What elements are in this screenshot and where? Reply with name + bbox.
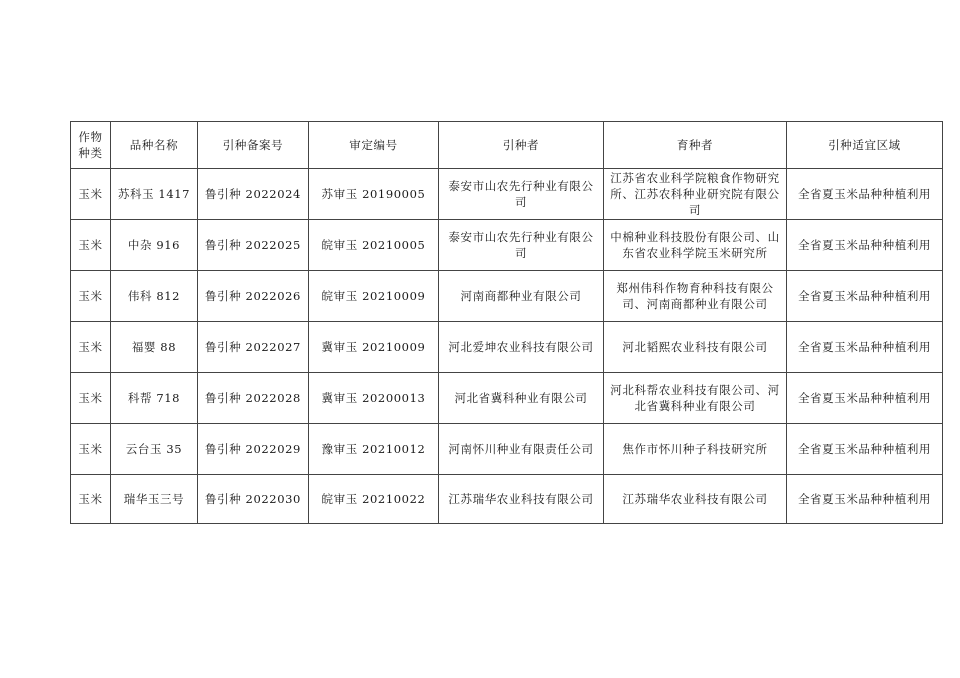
header-filing-number: 引种备案号 xyxy=(198,122,309,169)
cell-approval-number: 冀审玉 20200013 xyxy=(309,373,439,424)
cell-introducer: 河北省冀科种业有限公司 xyxy=(439,373,604,424)
cell-introducer: 河北爱坤农业科技有限公司 xyxy=(439,322,604,373)
cell-introducer: 河南怀川种业有限责任公司 xyxy=(439,424,604,475)
cell-breeder: 江苏省农业科学院粮食作物研究所、江苏农科种业研究院有限公司 xyxy=(604,169,787,220)
cell-approval-number: 皖审玉 20210022 xyxy=(309,475,439,524)
header-crop-type: 作物种类 xyxy=(71,122,111,169)
variety-introduction-table xyxy=(70,121,943,524)
table-row xyxy=(71,424,943,475)
cell-crop-type: 玉米 xyxy=(71,475,111,524)
header-breeder: 育种者 xyxy=(604,122,787,169)
cell-variety-name: 福婴 88 xyxy=(111,322,198,373)
table-row xyxy=(71,322,943,373)
cell-crop-type: 玉米 xyxy=(71,271,111,322)
cell-suitable-region: 全省夏玉米品种种植利用 xyxy=(787,271,943,322)
table-row xyxy=(71,475,943,524)
cell-filing-number: 鲁引种 2022029 xyxy=(198,424,309,475)
header-variety-name: 品种名称 xyxy=(111,122,198,169)
table-row xyxy=(71,373,943,424)
table-row xyxy=(71,220,943,271)
cell-suitable-region: 全省夏玉米品种种植利用 xyxy=(787,475,943,524)
cell-crop-type: 玉米 xyxy=(71,169,111,220)
cell-approval-number: 冀审玉 20210009 xyxy=(309,322,439,373)
header-approval-number: 审定编号 xyxy=(309,122,439,169)
cell-breeder: 郑州伟科作物育种科技有限公司、河南商都种业有限公司 xyxy=(604,271,787,322)
cell-suitable-region: 全省夏玉米品种种植利用 xyxy=(787,322,943,373)
cell-filing-number: 鲁引种 2022025 xyxy=(198,220,309,271)
header-introducer: 引种者 xyxy=(439,122,604,169)
cell-filing-number: 鲁引种 2022026 xyxy=(198,271,309,322)
cell-variety-name: 云台玉 35 xyxy=(111,424,198,475)
cell-breeder: 河北韬熙农业科技有限公司 xyxy=(604,322,787,373)
cell-approval-number: 皖审玉 20210005 xyxy=(309,220,439,271)
cell-crop-type: 玉米 xyxy=(71,424,111,475)
cell-crop-type: 玉米 xyxy=(71,322,111,373)
cell-approval-number: 豫审玉 20210012 xyxy=(309,424,439,475)
cell-introducer: 江苏瑞华农业科技有限公司 xyxy=(439,475,604,524)
cell-breeder: 河北科帮农业科技有限公司、河北省冀科种业有限公司 xyxy=(604,373,787,424)
cell-suitable-region: 全省夏玉米品种种植利用 xyxy=(787,169,943,220)
cell-crop-type: 玉米 xyxy=(71,220,111,271)
cell-breeder: 焦作市怀川种子科技研究所 xyxy=(604,424,787,475)
cell-filing-number: 鲁引种 2022028 xyxy=(198,373,309,424)
table-row xyxy=(71,169,943,220)
cell-variety-name: 伟科 812 xyxy=(111,271,198,322)
table-row xyxy=(71,271,943,322)
cell-variety-name: 苏科玉 1417 xyxy=(111,169,198,220)
cell-variety-name: 科帮 718 xyxy=(111,373,198,424)
cell-breeder: 江苏瑞华农业科技有限公司 xyxy=(604,475,787,524)
cell-approval-number: 皖审玉 20210009 xyxy=(309,271,439,322)
cell-suitable-region: 全省夏玉米品种种植利用 xyxy=(787,220,943,271)
cell-introducer: 泰安市山农先行种业有限公司 xyxy=(439,169,604,220)
cell-filing-number: 鲁引种 2022024 xyxy=(198,169,309,220)
table-header-row xyxy=(71,122,943,169)
cell-suitable-region: 全省夏玉米品种种植利用 xyxy=(787,373,943,424)
cell-variety-name: 中杂 916 xyxy=(111,220,198,271)
cell-variety-name: 瑞华玉三号 xyxy=(111,475,198,524)
cell-crop-type: 玉米 xyxy=(71,373,111,424)
cell-approval-number: 苏审玉 20190005 xyxy=(309,169,439,220)
cell-introducer: 泰安市山农先行种业有限公司 xyxy=(439,220,604,271)
cell-filing-number: 鲁引种 2022027 xyxy=(198,322,309,373)
cell-suitable-region: 全省夏玉米品种种植利用 xyxy=(787,424,943,475)
header-suitable-region: 引种适宜区域 xyxy=(787,122,943,169)
cell-filing-number: 鲁引种 2022030 xyxy=(198,475,309,524)
cell-introducer: 河南商都种业有限公司 xyxy=(439,271,604,322)
cell-breeder: 中棉种业科技股份有限公司、山东省农业科学院玉米研究所 xyxy=(604,220,787,271)
